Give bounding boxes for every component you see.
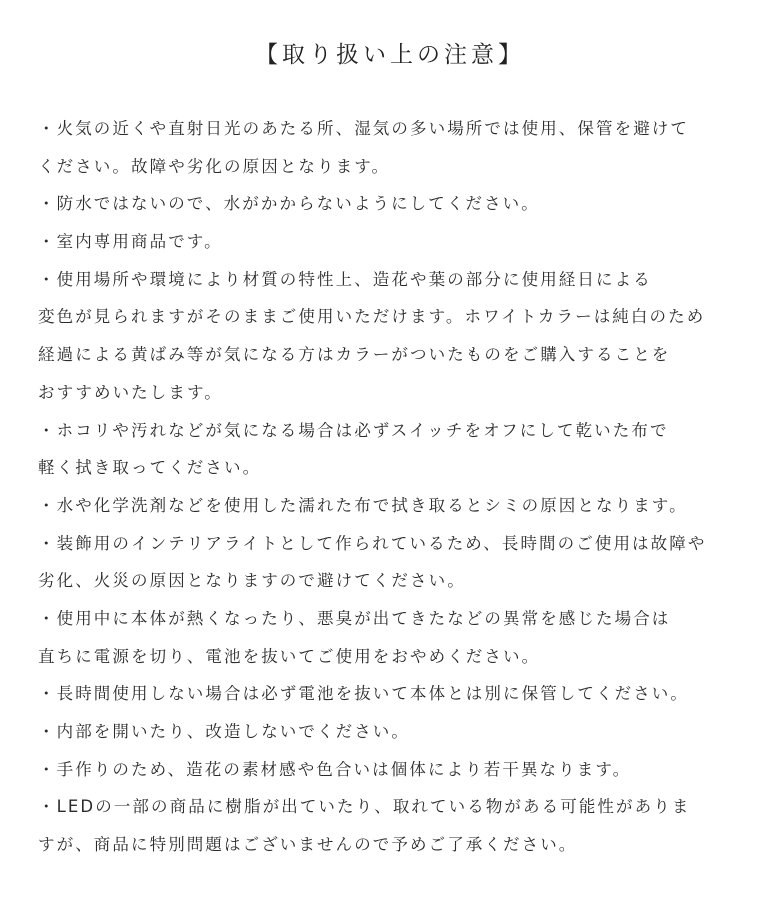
text-line: ・火気の近くや直射日光のあたる所、湿気の多い場所では使用、保管を避けて [38, 119, 689, 138]
text-line: ・室内専用商品です。 [38, 232, 223, 252]
text-line: ください。故障や劣化の原因となります。 [38, 156, 391, 176]
text-line: ・ホコリや汚れなどが気になる場合は必ずスイッチをオフにして乾いた布で [38, 420, 669, 440]
text-line: 変色が見られますがそのままご使用いただけます。ホワイトカラーは純白のため [38, 307, 706, 327]
page-title: 【取り扱い上の注意】 [255, 42, 525, 68]
text-line: ・装飾用のインテリアライトとして作られているため、長時間のご使用は故障や [38, 533, 707, 553]
text-line: ・LEDの一部の商品に樹脂が出ていたり、取れている物がある可能性がありま [38, 797, 691, 817]
precautions-text [38, 110, 748, 864]
text-line: ・使用場所や環境により材質の特性上、造花や葉の部分に使用経日による [38, 269, 652, 289]
text-line: 軽く拭き取ってください。 [38, 458, 262, 478]
text-line: 直ちに電源を切り、電池を抜いてご使用をおやめください。 [38, 646, 541, 666]
text-line: ・水や化学洗剤などを使用した濡れた布で拭き取るとシミの原因となります。 [38, 495, 688, 515]
text-line: ・内部を開いたり、改造しないでください。 [38, 722, 410, 741]
text-line: ・長時間使用しない場合は必ず電池を抜いて本体とは別に保管してください。 [38, 684, 689, 704]
text-line: 劣化、火災の原因となりますので避けてください。 [38, 571, 466, 591]
text-line: ・防水ではないので、水がかからないようにしてください。 [38, 194, 540, 214]
text-line: 経過による黄ばみ等が気になる方はカラーがついたものをご購入することを [38, 345, 671, 365]
text-line: すが、商品に特別問題はございませんので予めご了承ください。 [38, 835, 578, 855]
text-line: ・手作りのため、造花の素材感や色合いは個体により若干異なります。 [38, 759, 632, 779]
text-line: ・使用中に本体が熱くなったり、悪臭が出てきたなどの異常を感じた場合は [38, 608, 671, 628]
text-line: おすすめいたします。 [38, 382, 223, 402]
